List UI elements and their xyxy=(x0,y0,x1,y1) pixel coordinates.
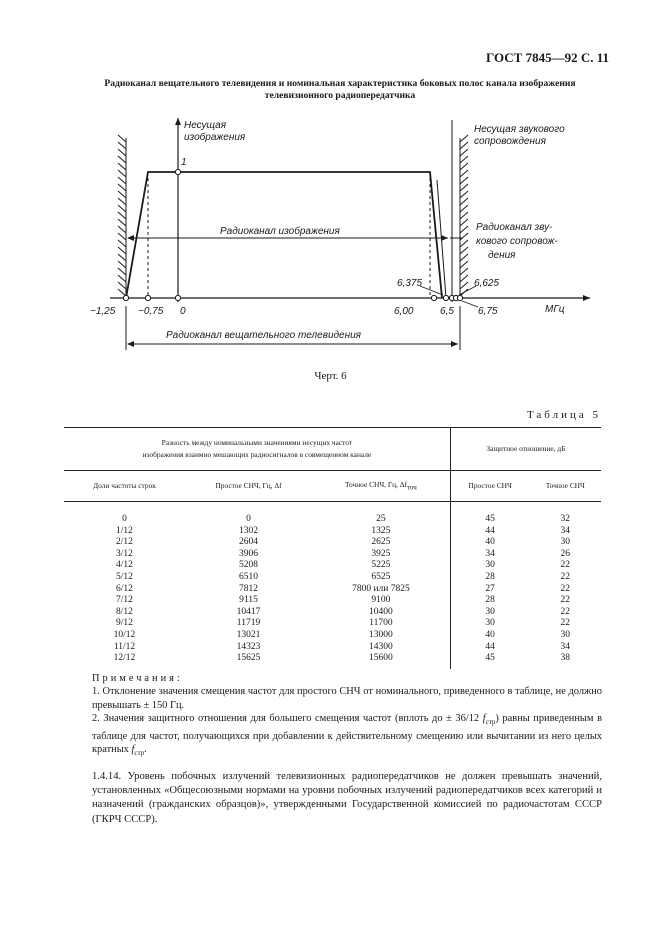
hatch-line xyxy=(118,177,126,184)
hatch-line xyxy=(460,149,468,156)
table-cell: 15600 xyxy=(312,653,450,669)
table-row xyxy=(64,584,601,596)
table-cell: 28 xyxy=(485,595,495,606)
table-cell: 22 xyxy=(560,606,570,617)
label-sound-channel-1: Радиоканал зву- xyxy=(476,222,553,233)
tick-65: 6,5 xyxy=(440,306,454,317)
table-cell: 8/12 xyxy=(116,606,133,617)
table-cell: 34 xyxy=(485,548,495,559)
table-row xyxy=(64,560,601,572)
tick-6375: 6,375 xyxy=(397,278,423,289)
label-carrier-image-2: изображения xyxy=(184,132,246,143)
hatch-line xyxy=(118,212,126,219)
header-exact-snch-sub: точ xyxy=(406,483,417,492)
table-cell: 15625 xyxy=(236,653,261,664)
header-frequency-difference xyxy=(64,428,450,471)
hatch-line xyxy=(118,247,126,254)
table-cell: 22 xyxy=(560,618,570,629)
table-cell: 11/12 xyxy=(113,641,136,652)
point-0 xyxy=(175,295,180,300)
table-cell: 7800 или 7825 xyxy=(312,584,450,596)
hatch-line xyxy=(118,268,126,275)
leader-6375 xyxy=(420,286,443,295)
figure-title-line2: телевизионного радиопередатчика xyxy=(264,90,416,101)
hatch-line xyxy=(460,275,468,282)
table-cell: 11719 xyxy=(236,618,261,629)
table-cell: 5/12 xyxy=(116,571,133,582)
label-level-1: 1 xyxy=(181,157,187,168)
hatch-line xyxy=(118,275,126,282)
label-image-channel: Радиоканал изображения xyxy=(220,226,340,237)
table-cell: 0 xyxy=(246,514,251,524)
table-cell: 45 xyxy=(485,514,495,524)
table-row xyxy=(64,595,601,607)
header-simple-snch-hz: Простое СНЧ, Гц, Δf xyxy=(185,471,312,502)
hatch-line xyxy=(460,247,468,254)
table-cell: 1302 xyxy=(239,525,258,536)
label-carrier-image-1: Несущая xyxy=(184,120,227,131)
table-cell: 10400 xyxy=(312,607,450,619)
table-row xyxy=(64,653,601,669)
header-exact-snch: Точное СНЧ xyxy=(530,471,602,502)
table-row xyxy=(64,537,601,549)
hatch-line xyxy=(460,282,468,289)
tick-0: 0 xyxy=(180,306,186,317)
hatch-line xyxy=(460,233,468,240)
table-cell: 7/12 xyxy=(116,595,133,606)
table-cell: 30 xyxy=(485,618,495,629)
hatch-line xyxy=(460,268,468,275)
table-cell: 34 xyxy=(560,641,570,652)
table-cell: 9/12 xyxy=(116,618,133,629)
note-2-part-a: 2. Значения защитного отношения для большего смещения частот (вплоть до ± 36/12 xyxy=(92,713,483,725)
hatch-line xyxy=(118,219,126,226)
table-cell: 14323 xyxy=(236,641,261,652)
note-1: 1. Отклонение значения смещения частот для простого СНЧ от номинального, приведенного в таблице, не должно превышать ± 150 Гц. xyxy=(92,686,602,711)
label-sound-channel-2: кового сопровож- xyxy=(476,236,558,247)
header-exact-snch-main: Точное СНЧ, Гц, Δf xyxy=(345,479,407,489)
table-cell: 0 xyxy=(122,514,127,524)
notes xyxy=(92,672,602,761)
table-cell: 12/12 xyxy=(113,653,136,664)
table-cell: 2625 xyxy=(312,537,450,549)
table-cell: 3925 xyxy=(312,549,450,561)
table-cell: 11700 xyxy=(312,618,450,630)
table-cell: 22 xyxy=(560,560,570,571)
notes-heading: Примечания: xyxy=(92,673,183,684)
hatch-line xyxy=(460,177,468,184)
table-cell: 9100 xyxy=(312,595,450,607)
hatch-line xyxy=(118,240,126,247)
point-m075 xyxy=(145,295,150,300)
hatch-line xyxy=(118,198,126,205)
label-carrier-sound-1: Несущая звукового xyxy=(474,124,565,135)
table-cell: 34 xyxy=(560,525,570,536)
hatch-line xyxy=(118,226,126,233)
table-cell: 27 xyxy=(485,583,495,594)
table-cell: 13021 xyxy=(236,629,261,640)
tick-600: 6,00 xyxy=(394,306,414,317)
label-carrier-sound-2: сопровождения xyxy=(474,136,546,147)
diagram-labels xyxy=(90,120,565,341)
point-6375 xyxy=(443,295,448,300)
table-cell: 2604 xyxy=(239,537,258,548)
protection-ratio-table xyxy=(64,427,601,669)
tick-675: 6,75 xyxy=(478,306,498,317)
hatch-line xyxy=(460,261,468,268)
hatch-line xyxy=(460,226,468,233)
hatch-line xyxy=(460,212,468,219)
hatch-line xyxy=(118,163,126,170)
table-cell: 22 xyxy=(560,571,570,582)
table-cell: 44 xyxy=(485,641,495,652)
hatch-line xyxy=(460,135,468,142)
table-cell: 6525 xyxy=(312,572,450,584)
table-row xyxy=(64,572,601,584)
label-broadcast-channel: Радиоканал вещательного телевидения xyxy=(166,330,361,341)
hatch-line xyxy=(460,205,468,212)
table-cell: 30 xyxy=(560,629,570,640)
tick-m075: −0,75 xyxy=(138,306,164,317)
tick-6625: 6,625 xyxy=(474,278,500,289)
table-cell: 44 xyxy=(485,525,495,536)
note-2-f-2: f xyxy=(131,744,135,756)
hatch-line xyxy=(118,156,126,163)
table-cell: 1325 xyxy=(312,526,450,538)
table-row xyxy=(64,642,601,654)
figure-caption: Черт. 6 xyxy=(314,370,347,382)
hatch-line xyxy=(118,289,126,296)
hatch-line xyxy=(118,149,126,156)
hatch-line xyxy=(118,184,126,191)
hatch-line xyxy=(460,170,468,177)
table-cell: 45 xyxy=(485,653,495,664)
point-level-1 xyxy=(175,169,180,174)
page-header: ГОСТ 7845—92 С. 11 xyxy=(486,50,609,65)
hatch-line xyxy=(118,205,126,212)
table-cell: 13000 xyxy=(312,630,450,642)
sideband-edge-right xyxy=(437,180,446,298)
note-2-part-c: . xyxy=(144,744,147,756)
table-cell: 22 xyxy=(560,583,570,594)
header-exact-snch-hz xyxy=(312,471,450,502)
header-protection-ratio: Защитное отношение, дБ xyxy=(450,428,601,471)
note-2-sub-1: стр xyxy=(485,718,496,727)
note-2 xyxy=(92,712,602,760)
hatch-line xyxy=(118,233,126,240)
hatch-line xyxy=(118,142,126,149)
tick-m125: −1,25 xyxy=(90,306,116,317)
table-cell: 30 xyxy=(485,606,495,617)
table-cell: 1/12 xyxy=(116,525,133,536)
hatch-line xyxy=(460,156,468,163)
clause-1-4-14: 1.4.14. Уровень побочных излучений телевизионных радиопередатчиков не должен превышать значений, установленных «Общесоюзными нормами на уровни побочных излучений радиопередатчиков всех категорий и назначений (гражданских образцов)», утвержденными Государственной комиссией по радиочастотам СССР (ГКРЧ СССР). xyxy=(92,771,602,825)
table-row xyxy=(64,502,601,526)
hatch-line xyxy=(460,240,468,247)
table-cell: 38 xyxy=(560,653,570,664)
hatch-line xyxy=(460,191,468,198)
note-2-sub-2: стр xyxy=(134,749,145,758)
table-cell: 30 xyxy=(560,537,570,548)
table-cell: 9115 xyxy=(239,595,258,606)
table-cell: 40 xyxy=(485,537,495,548)
header-frequency-difference-line2: изображения взаимно мешающих радиосигналов в совмещенном канале xyxy=(142,450,372,459)
table-cell: 5208 xyxy=(239,560,258,571)
label-sound-channel-3: дения xyxy=(488,250,516,261)
point-m125 xyxy=(123,295,128,300)
table-row xyxy=(64,630,601,642)
table-cell: 30 xyxy=(485,560,495,571)
table-cell: 6510 xyxy=(239,571,258,582)
hatch-line xyxy=(118,254,126,261)
header-simple-snch: Простое СНЧ xyxy=(450,471,529,502)
header-fraction: Доли частоты строк xyxy=(64,471,185,502)
hatch-line xyxy=(460,142,468,149)
label-unit: МГц xyxy=(545,304,565,315)
left-boundary xyxy=(118,135,126,298)
note-2-part-b: ) равны приведенным в таблице для частот, получающихся при добавлении к действительному смещению или вычитании из него целых кратных xyxy=(92,713,602,756)
hatch-line xyxy=(118,135,126,142)
hatch-line xyxy=(118,170,126,177)
table-cell: 40 xyxy=(485,629,495,640)
note-2-f-1: f xyxy=(482,713,486,725)
hatch-line xyxy=(118,282,126,289)
hatch-line xyxy=(118,261,126,268)
table-cell: 25 xyxy=(312,502,450,526)
table-cell: 3906 xyxy=(239,548,258,559)
table-cell: 5225 xyxy=(312,560,450,572)
table-row xyxy=(64,526,601,538)
table-cell: 3/12 xyxy=(116,548,133,559)
point-600 xyxy=(431,295,436,300)
table-cell: 22 xyxy=(560,595,570,606)
figure-title-line1: Радиоканал вещательного телевидения и номинальная характеристика боковых полос канала изображения xyxy=(104,78,576,89)
hatch-line xyxy=(118,191,126,198)
table-cell: 32 xyxy=(560,514,570,524)
point-675 xyxy=(457,295,462,300)
sideband-diagram xyxy=(0,110,661,365)
hatch-line xyxy=(460,254,468,261)
table-cell: 10417 xyxy=(236,606,261,617)
table-row xyxy=(64,607,601,619)
header-frequency-difference-line1: Разность между номинальными значениями несущих частот xyxy=(161,438,353,447)
table-body xyxy=(64,502,601,669)
table-cell: 7812 xyxy=(239,583,258,594)
table-label: Таблица 5 xyxy=(526,409,601,421)
table-cell: 10/12 xyxy=(113,629,136,640)
table-row xyxy=(64,618,601,630)
right-boundary xyxy=(460,135,468,298)
figure-title xyxy=(60,78,620,102)
hatch-line xyxy=(460,219,468,226)
table-cell: 6/12 xyxy=(116,583,133,594)
leader-675 xyxy=(462,301,478,307)
hatch-line xyxy=(460,184,468,191)
table-cell: 2/12 xyxy=(116,537,133,548)
table-cell: 4/12 xyxy=(116,560,133,571)
hatch-line xyxy=(460,163,468,170)
table-cell: 28 xyxy=(485,571,495,582)
table-cell: 14300 xyxy=(312,642,450,654)
hatch-line xyxy=(460,198,468,205)
table-row xyxy=(64,549,601,561)
table-cell: 26 xyxy=(560,548,570,559)
